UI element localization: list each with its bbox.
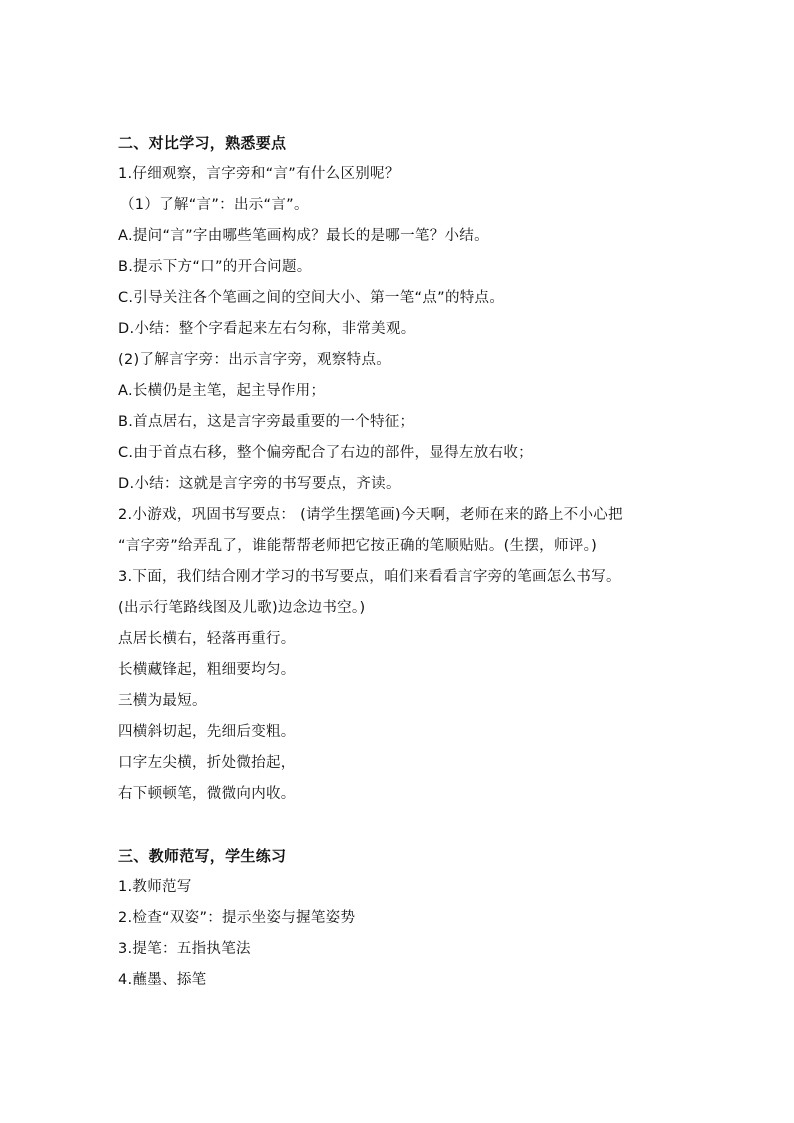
text-line: 2.小游戏，巩固书写要点： (请学生摆笔画)今天啊，老师在来的路上不小心把 [118,507,623,523]
text-line: 2.检查“双姿”：提示坐姿与握笔姿势 [118,910,356,926]
rhyme-line: 点居长横右，轻落再重行。 [118,631,296,647]
rhyme-line: 口字左尖横，折处微抬起， [118,755,296,771]
text-line: (2)了解言字旁：出示言字旁，观察特点。 [118,352,392,368]
rhyme-line: 四横斜切起，先细后变粗。 [118,724,296,740]
rhyme-line: 右下顿顿笔，微微向内收。 [118,786,296,802]
text-line: “言字旁”给弄乱了，谁能帮帮老师把它按正确的笔顺贴贴。(生摆，师评。) [118,538,598,554]
text-line: C.由于首点右移，整个偏旁配合了右边的部件，显得左放右收； [118,445,533,461]
rhyme-line: 三横为最短。 [118,693,207,709]
text-line: B.提示下方“口”的开合问题。 [118,259,312,275]
text-line: B.首点居右，这是言字旁最重要的一个特征； [118,414,415,430]
text-line: 4.蘸墨、掭笔 [118,972,207,988]
section-heading: 二、对比学习，熟悉要点 [118,134,287,152]
section-spacer [118,810,718,841]
text-line: (出示行笔路线图及儿歌)边念边书空。) [118,600,366,616]
document-body [118,128,718,996]
section-heading: 三、教师范写，学生练习 [118,847,287,865]
text-line: A.提问“言”字由哪些笔画构成？最长的是哪一笔？小结。 [118,228,489,244]
text-line: 3.下面，我们结合刚才学习的书写要点，咱们来看看言字旁的笔画怎么书写。 [118,569,621,585]
text-line: 3.提笔：五指执笔法 [118,941,251,957]
text-line: D.小结：整个字看起来左右匀称，非常美观。 [118,321,416,337]
text-line: 1.教师范写 [118,879,192,895]
text-line: A.长横仍是主笔，起主导作用； [118,383,326,399]
text-line: D.小结：这就是言字旁的书写要点，齐读。 [118,476,401,492]
text-line: （1）了解“言”：出示“言”。 [120,197,309,213]
text-line: C.引导关注各个笔画之间的空间大小、第一笔“点”的特点。 [118,290,505,306]
rhyme-line: 长横藏锋起，粗细要均匀。 [118,662,296,678]
text-line: 1.仔细观察，言字旁和“言”有什么区别呢？ [118,166,400,182]
